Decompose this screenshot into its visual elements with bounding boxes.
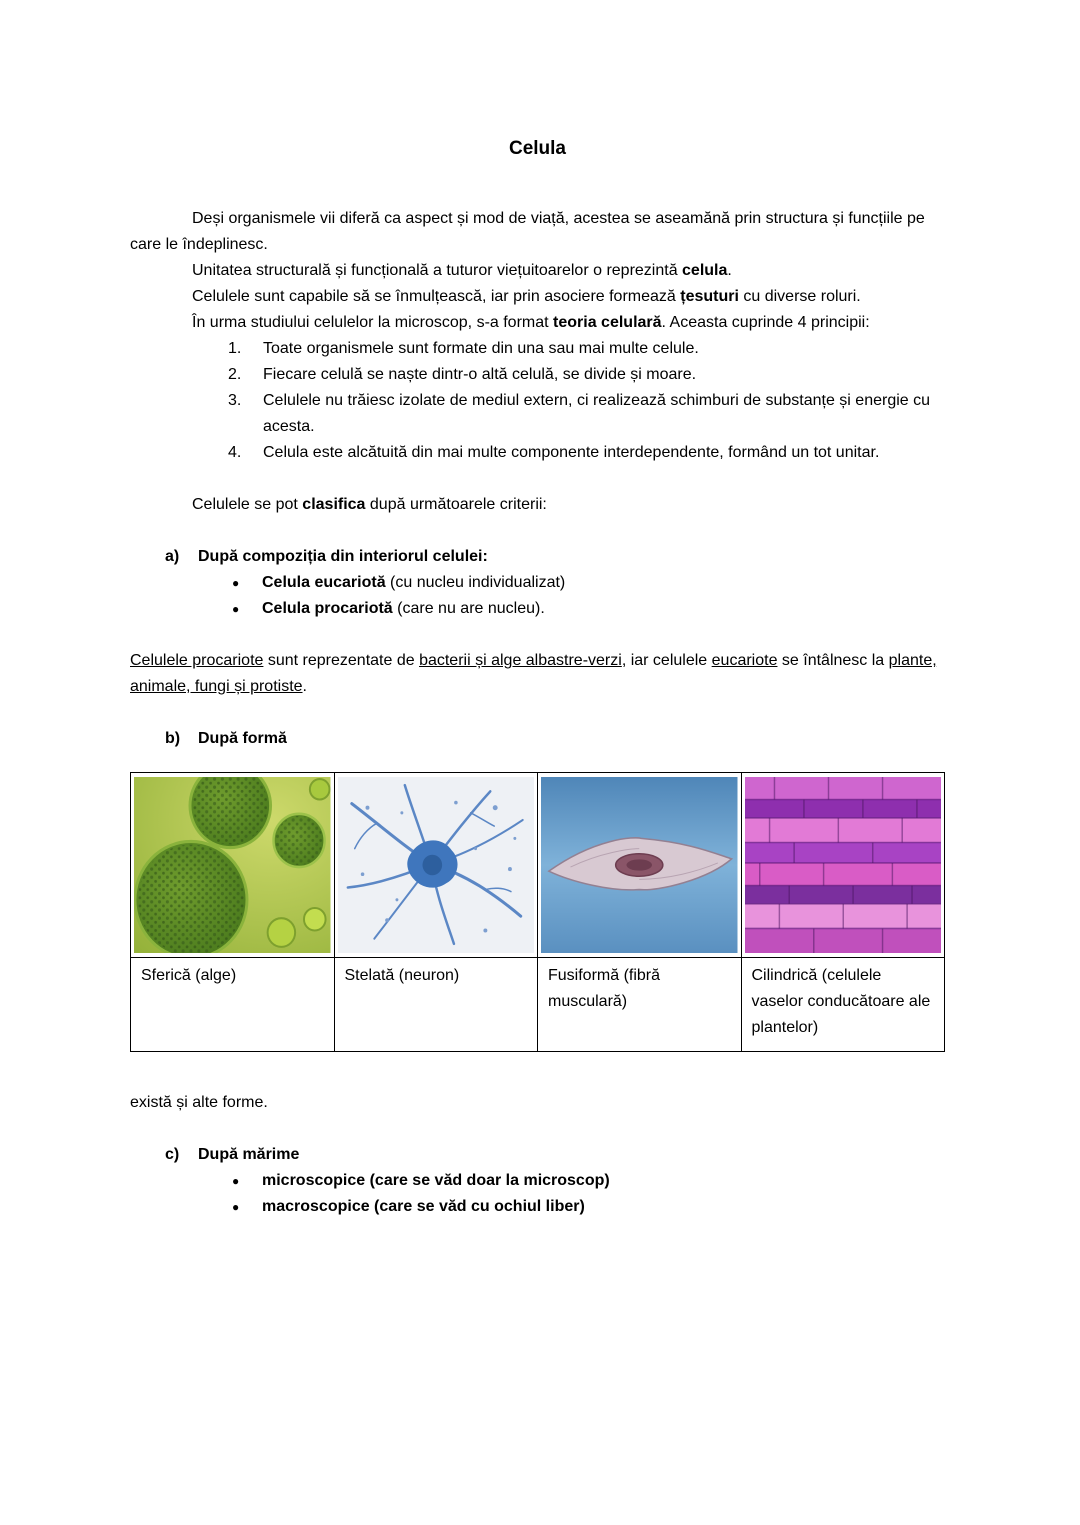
table-image-cell (538, 773, 742, 958)
principle-text: Toate organismele sunt formate din una sau mai multe celule. (263, 340, 699, 357)
section-b-heading (165, 726, 945, 752)
table-caption: Stelată (neuron) (334, 958, 538, 1052)
principle-number: 4. (228, 444, 242, 461)
cell-shapes-table (130, 772, 945, 1052)
table-caption-row (131, 958, 945, 1052)
bullet-item (232, 570, 945, 596)
table-image-cell (131, 773, 335, 958)
principle-number: 3. (228, 392, 242, 409)
principle-text: Celula este alcătuită din mai multe componente interdependente, formând un tot unitar. (263, 444, 880, 461)
bullet-icon: ● (232, 1200, 240, 1214)
principle-item (228, 440, 945, 466)
principle-item (228, 388, 945, 440)
bullet-item (232, 596, 945, 622)
principle-number: 2. (228, 366, 242, 383)
alge-micrograph-image (134, 777, 331, 953)
table-image-cell (334, 773, 538, 958)
paragraph-other-forms: există și alte forme. (130, 1094, 268, 1111)
section-c-label: c) (165, 1146, 180, 1163)
principle-text: Fiecare celulă se naște dintr-o altă celulă, se divide și moare. (263, 366, 697, 383)
section-a-heading-text: După compoziția din interiorul celulei: (198, 548, 488, 565)
section-b-heading-text: După formă (198, 730, 287, 747)
page-title: Celula (508, 138, 567, 159)
bullet-text: Celula eucariotă (cu nucleu individualizat) (262, 574, 566, 591)
paragraph-intro-3: Celulele sunt capabile să se înmulțească, iar prin asociere formează țesuturi cu diverse roluri. (192, 288, 861, 305)
bullet-text: macroscopice (care se văd cu ochiul liber) (262, 1198, 585, 1215)
bullet-icon: ● (232, 576, 240, 590)
table-image-row (131, 773, 945, 958)
neuron-micrograph-image (338, 777, 535, 953)
section-c-heading (165, 1142, 945, 1168)
principle-item (228, 336, 945, 362)
bullet-icon: ● (232, 1174, 240, 1188)
table-image-cell (741, 773, 945, 958)
plant-vessel-micrograph-image (745, 777, 942, 953)
table-caption: Sferică (alge) (131, 958, 335, 1052)
section-b-label: b) (165, 730, 181, 747)
bullet-list-size (232, 1168, 945, 1220)
paragraph-classify: Celulele se pot clasifica după următoarele criterii: (192, 496, 547, 513)
bullet-text: microscopice (care se văd doar la microscop) (262, 1172, 610, 1189)
bullet-icon: ● (232, 602, 240, 616)
principle-text: Celulele nu trăiesc izolate de mediul extern, ci realizează schimburi de substanțe și energie cu acesta. (263, 392, 931, 435)
muscle-fiber-micrograph-image (541, 777, 738, 953)
table-caption: Fusiformă (fibră musculară) (538, 958, 742, 1052)
bullet-list-composition (232, 570, 945, 622)
principle-item (228, 362, 945, 388)
paragraph-prokaryote: Celulele procariote sunt reprezentate de bacterii și alge albastre-verzi, iar celulele eucariote se întâlnesc la plante, animale, fungi și protiste. (130, 652, 937, 695)
bullet-text: Celula procariotă (care nu are nucleu). (262, 600, 545, 617)
bullet-item (232, 1168, 945, 1194)
table-caption: Cilindrică (celulele vaselor conducătoare ale plantelor) (741, 958, 945, 1052)
bullet-item (232, 1194, 945, 1220)
principles-list (228, 336, 945, 466)
section-a-label: a) (165, 548, 180, 565)
paragraph-intro-1: Deși organismele vii diferă ca aspect și mod de viață, acestea se aseamănă prin structura și funcțiile pe care le îndeplinesc. (130, 210, 925, 253)
paragraph-intro-2: Unitatea structurală și funcțională a tuturor viețuitoarelor o reprezintă celula. (192, 262, 732, 279)
principle-number: 1. (228, 340, 242, 357)
section-a-heading (165, 544, 945, 570)
paragraph-intro-4: În urma studiului celulelor la microscop, s-a format teoria celulară. Aceasta cuprinde 4 principii: (192, 314, 870, 331)
section-c-heading-text: După mărime (198, 1146, 300, 1163)
